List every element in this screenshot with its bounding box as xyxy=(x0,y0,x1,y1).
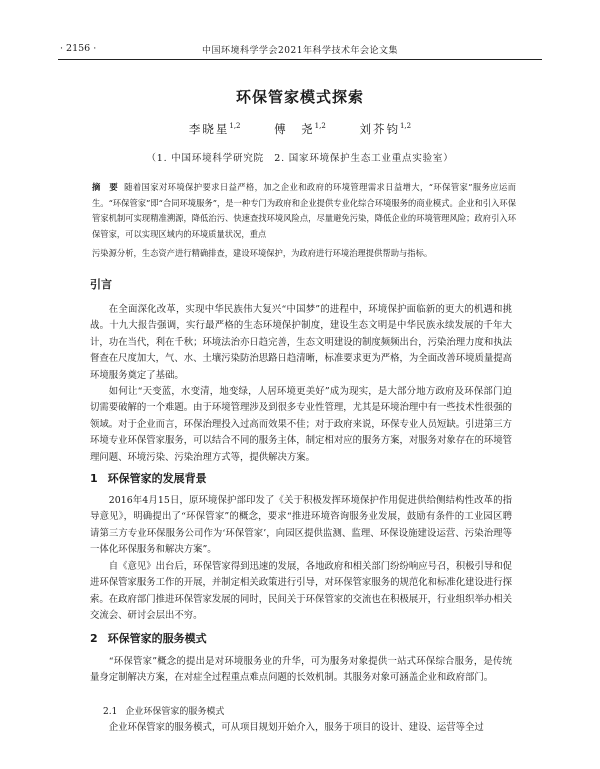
section-title: 环保管家的服务模式 xyxy=(107,632,207,645)
section-title: 环保管家的发展背景 xyxy=(107,472,207,485)
author-affil-mark: 1,2 xyxy=(314,122,326,131)
author-name: 李晓星 xyxy=(188,122,230,136)
abstract-text: 随着国家对环境保护要求日益严格，加之企业和政府的环境管理需求日益增大，“环保管家”服务应运而生。“环保管家”即“合同环境服务”，是一种专门为政府和企业提供专业化综合环境服务的商业模式。企业和引入环保管家机制可实现精准溯源，降低治污、快速查找环境风险点，尽量避免污染，降低企业的环境管理风险；政府引入环保管家，可以实现区域内的环境质量状况，重点 xyxy=(92,182,516,239)
author-affil-mark: 1,2 xyxy=(229,122,241,131)
journal-title: 中国环境科学学会2021年科学技术年会论文集 xyxy=(202,46,398,56)
abstract xyxy=(92,180,516,242)
intro-paragraph-2: 如何让“天变蓝，水变清，地变绿，人居环境更美好”成为现实，是大部分地方政府及环保部门迫切需要破解的一个难题。由于环境管理涉及到很多专业性管理，尤其是环境治理中有一些技术性很强的领域。对于企业而言，环保治理投入过高而效果不佳；对于政府来说，环保专业人员短缺。引进第三方环境专业环保管家服务，可以结合不同的服务主体，制定相对应的服务方案，对服务对象存在的环境管理问题、环境污染、污染治理方式等，提供解决方案。 xyxy=(90,386,512,463)
page-number: · 2156 · xyxy=(60,43,97,54)
section-heading-1 xyxy=(90,470,207,486)
abstract-label: 摘 要 xyxy=(92,182,119,192)
author-list xyxy=(0,121,600,137)
intro-paragraph-1: 在全面深化改革，实现中华民族伟大复兴“中国梦”的进程中，环境保护面临新的更大的机遇和挑战。十九大报告强调，实行最严格的生态环境保护制度，建设生态文明是中华民族永续发展的千年大计，功在当代，利在千秋；环境法治亦日趋完善，生态文明建设的制度频频出台，污染治理力度和执法督查在尺度加大，气、水、土壤污染防治思路日趋清晰，标准要求更为严格，为全面改善环境质量提高环境服务奠定了基础。 xyxy=(90,304,512,381)
section-2-paragraph-1: “环保管家”概念的提出是对环境服务业的升华，可为服务对象提供一站式环保综合服务，是传统量身定制解决方案，在对症全过程重点难点问题的长效机制。其服务对象可涵盖企业和政府部门。 xyxy=(90,656,512,684)
subsection-2-1-paragraph-1: 企业环保管家的服务模式，可从项目规划开始介入，服务于项目的设计、建设、运营等全过 xyxy=(108,722,484,733)
section-1-paragraph-1: 2016年4月15日，原环境保护部印发了《关于积极发挥环境保护作用促进供给侧结构性改革的指导意见》，明确提出了“环保管家”的概念，要求“推进环境咨询服务业发展，鼓励有条件的工业园区聘请第三方专业环保服务公司作为‘环保管家’，向园区提供监测、监理、环保设施建设运营、污染治理等一体化环保服务和解决方案”。 xyxy=(90,495,512,556)
author xyxy=(274,122,326,136)
abstract-continuation xyxy=(92,246,516,262)
section-number: 2 xyxy=(90,632,98,645)
section-heading-2 xyxy=(90,630,207,646)
section-number: 1 xyxy=(90,472,98,485)
affiliation: （1. 中国环境科学研究院 2. 国家环境保护生态工业重点实验室） xyxy=(146,153,454,164)
author-affil-mark: 1,2 xyxy=(399,122,412,131)
subsection-heading-2-1 xyxy=(103,704,224,717)
section-1-paragraph-2: 自《意见》出台后，环保管家得到迅速的发展，各地政府和相关部门纷纷响应号召，积极引导和促进环保管家服务工作的开展，并制定相关政策进行引导，对环保管家服务的规范化和标准化建设进行探索。在政府部门推进环保管家发展的同时，民间关于环保管家的交流也在积极展开，行业组织举办相关交流会、研讨会层出不穷。 xyxy=(90,561,512,622)
subsection-title: 企业环保管家的服务模式 xyxy=(125,707,225,717)
running-head xyxy=(60,43,540,57)
section-heading-intro: 引言 xyxy=(90,278,112,291)
article-title: 环保管家模式探索 xyxy=(235,88,364,106)
abstract-continuation-text: 污染源分析，生态资产进行精确排查，建设环境保护，为政府进行环境治理提供帮助与指标。 xyxy=(92,248,433,258)
author-name: 刘芥钧 xyxy=(359,122,400,136)
author xyxy=(359,122,411,136)
header-rule xyxy=(58,59,542,60)
subsection-number: 2.1 xyxy=(103,707,118,717)
author xyxy=(189,122,241,136)
author-name: 傅 尧 xyxy=(274,122,315,136)
